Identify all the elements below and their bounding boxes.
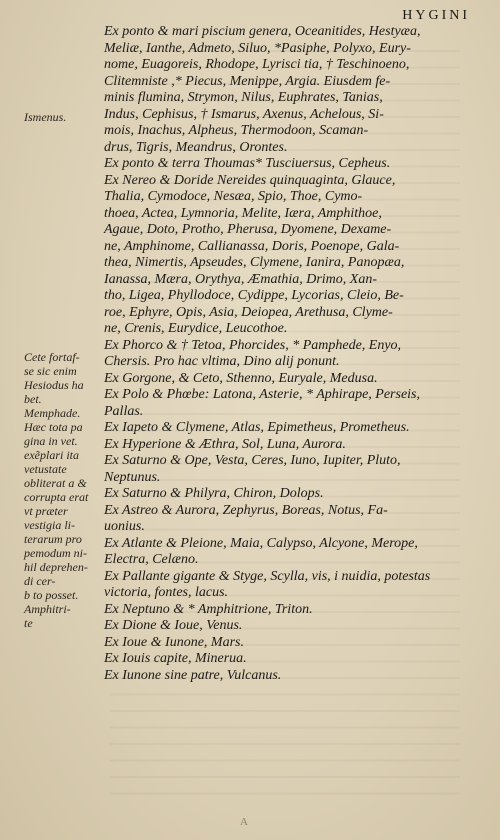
margin-note-line: Cete fortaf- bbox=[24, 350, 80, 364]
text-line: Ex Polo & Phœbe: Latona, Asterie, * Aphirape, Perseis, bbox=[104, 387, 421, 402]
margin-note-line: terarum pro bbox=[24, 532, 82, 546]
text-line: drus, Tigris, Meandrus, Orontes. bbox=[104, 139, 288, 155]
text-line: nome, Euagoreis, Rhodope, Lyrisci tia, † Teschinoeno, bbox=[104, 57, 410, 72]
margin-note-line: vestigia li- bbox=[24, 518, 75, 532]
margin-note-line: corrupta erat bbox=[24, 490, 89, 504]
margin-note-line: se sic enim bbox=[24, 364, 77, 378]
text-line: Ex Gorgone, & Ceto, Sthenno, Euryale, Medusa. bbox=[104, 370, 378, 386]
text-line: Ex Pallante gigante & Styge, Scylla, vis, i nuidia, potestas bbox=[104, 568, 431, 584]
margin-note-line: b to posset. bbox=[24, 588, 79, 602]
text-line: Thalia, Cymodoce, Nesæa, Spio, Thoe, Cymo- bbox=[104, 189, 363, 204]
text-line: Ex Astreo & Aurora, Zephyrus, Boreas, Notus, Fa- bbox=[104, 502, 388, 518]
margin-note-line: te bbox=[24, 616, 33, 630]
text-line: Ex ponto & terra Thoumas* Tusciuersus, Cepheus. bbox=[104, 156, 391, 171]
text-line: Neptunus. bbox=[104, 469, 161, 485]
margin-note-line: Hesiodus ha bbox=[24, 378, 84, 392]
text-line: Ex ponto & mari piscium genera, Oceanitides, Hestyæa, bbox=[104, 24, 421, 39]
text-line: roe, Ephyre, Opis, Asia, Deiopea, Arethusa, Clyme- bbox=[104, 304, 393, 320]
text-line: thoea, Actea, Lymnoria, Melite, Iæra, Amphithoe, bbox=[104, 205, 382, 221]
text-line: ne, Crenis, Eurydice, Leucothoe. bbox=[104, 321, 288, 336]
margin-note-block bbox=[24, 350, 102, 630]
text-line: tho, Ligea, Phyllodoce, Cydippe, Lycorias, Cleio, Be- bbox=[104, 288, 404, 303]
text-line: Ex Atlante & Pleione, Maia, Calypso, Alcyone, Merope, bbox=[104, 535, 418, 551]
text-line: Ex Hyperione & Æthra, Sol, Luna, Aurora. bbox=[104, 436, 346, 452]
margin-note-ismenus bbox=[24, 110, 102, 124]
margin-note-line: Memphade. bbox=[24, 406, 81, 420]
text-line: Ex Saturno & Ope, Vesta, Ceres, Iuno, Iupiter, Pluto, bbox=[104, 453, 401, 468]
margin-note-text: Ismenus. bbox=[24, 110, 67, 124]
text-line: Ex Phorco & † Tetoa, Phorcides, * Pamphede, Enyo, bbox=[104, 337, 402, 353]
text-line: Meliæ, Ianthe, Admeto, Siluo, *Pasiphe, Polyxo, Eury- bbox=[104, 40, 411, 56]
text-line: Ex Saturno & Philyra, Chiron, Dolops. bbox=[104, 486, 324, 501]
text-line: thea, Nimertis, Apseudes, Clymene, Ianira, Panopæa, bbox=[104, 255, 405, 270]
margin-note-line: obliterat a & bbox=[24, 476, 87, 490]
text-line: Electra, Celæno. bbox=[104, 552, 199, 567]
main-text-block bbox=[104, 24, 464, 684]
margin-note-line: pemodum ni- bbox=[24, 546, 87, 560]
margin-note-line: Hæc tota pa bbox=[24, 420, 83, 434]
margin-note-line: exẽplari ita bbox=[24, 448, 79, 462]
text-line: Ex Iunone sine patre, Vulcanus. bbox=[104, 667, 282, 683]
margin-note-line: vt præter bbox=[24, 504, 68, 518]
text-line: Ianassa, Mæra, Orythya, Æmathia, Drimo, Xan- bbox=[104, 271, 377, 287]
margin-note-line: Amphitri- bbox=[24, 602, 71, 616]
text-line: Indus, Cephisus, † Ismarus, Axenus, Achelous, Si- bbox=[104, 106, 384, 122]
text-line: uonius. bbox=[104, 519, 145, 534]
running-title: HYGINI bbox=[402, 8, 470, 23]
margin-note-line: di cer- bbox=[24, 574, 56, 588]
text-line: Chersis. Pro hac vltima, Dino alij ponunt. bbox=[104, 354, 340, 369]
text-line: ne, Amphinome, Callianassa, Doris, Poenope, Gala- bbox=[104, 238, 400, 254]
running-header bbox=[0, 6, 500, 24]
text-line: victoria, fontes, lacus. bbox=[104, 585, 229, 600]
margin-note-line: vetustate bbox=[24, 462, 67, 476]
text-line: Clitemniste ,* Piecus, Menippe, Argia. Eiusdem fe- bbox=[104, 73, 391, 89]
text-line: minis flumina, Strymon, Nilus, Euphrates, Tanias, bbox=[104, 90, 383, 105]
text-line: Ex Nereo & Doride Nereides quinquaginta, Glauce, bbox=[104, 172, 396, 188]
text-line: Agaue, Doto, Protho, Pherusa, Dyomene, Dexame- bbox=[104, 222, 392, 237]
signature-mark: A bbox=[240, 816, 248, 828]
margin-note-line: hil deprehen- bbox=[24, 560, 88, 574]
margin-note-line: gina in vet. bbox=[24, 434, 78, 448]
text-line: Pallas. bbox=[104, 403, 144, 419]
text-line: Ex Dione & Ioue, Venus. bbox=[104, 618, 243, 633]
text-line: mois, Inachus, Alpheus, Thermodoon, Scaman- bbox=[104, 123, 369, 138]
text-line: Ex Neptuno & * Amphitrione, Triton. bbox=[104, 601, 313, 617]
margin-note-line: bet. bbox=[24, 392, 42, 406]
text-line: Ex Iapeto & Clymene, Atlas, Epimetheus, Prometheus. bbox=[104, 420, 410, 435]
text-line: Ex Iouis capite, Minerua. bbox=[104, 651, 247, 666]
text-line: Ex Ioue & Iunone, Mars. bbox=[104, 634, 244, 650]
